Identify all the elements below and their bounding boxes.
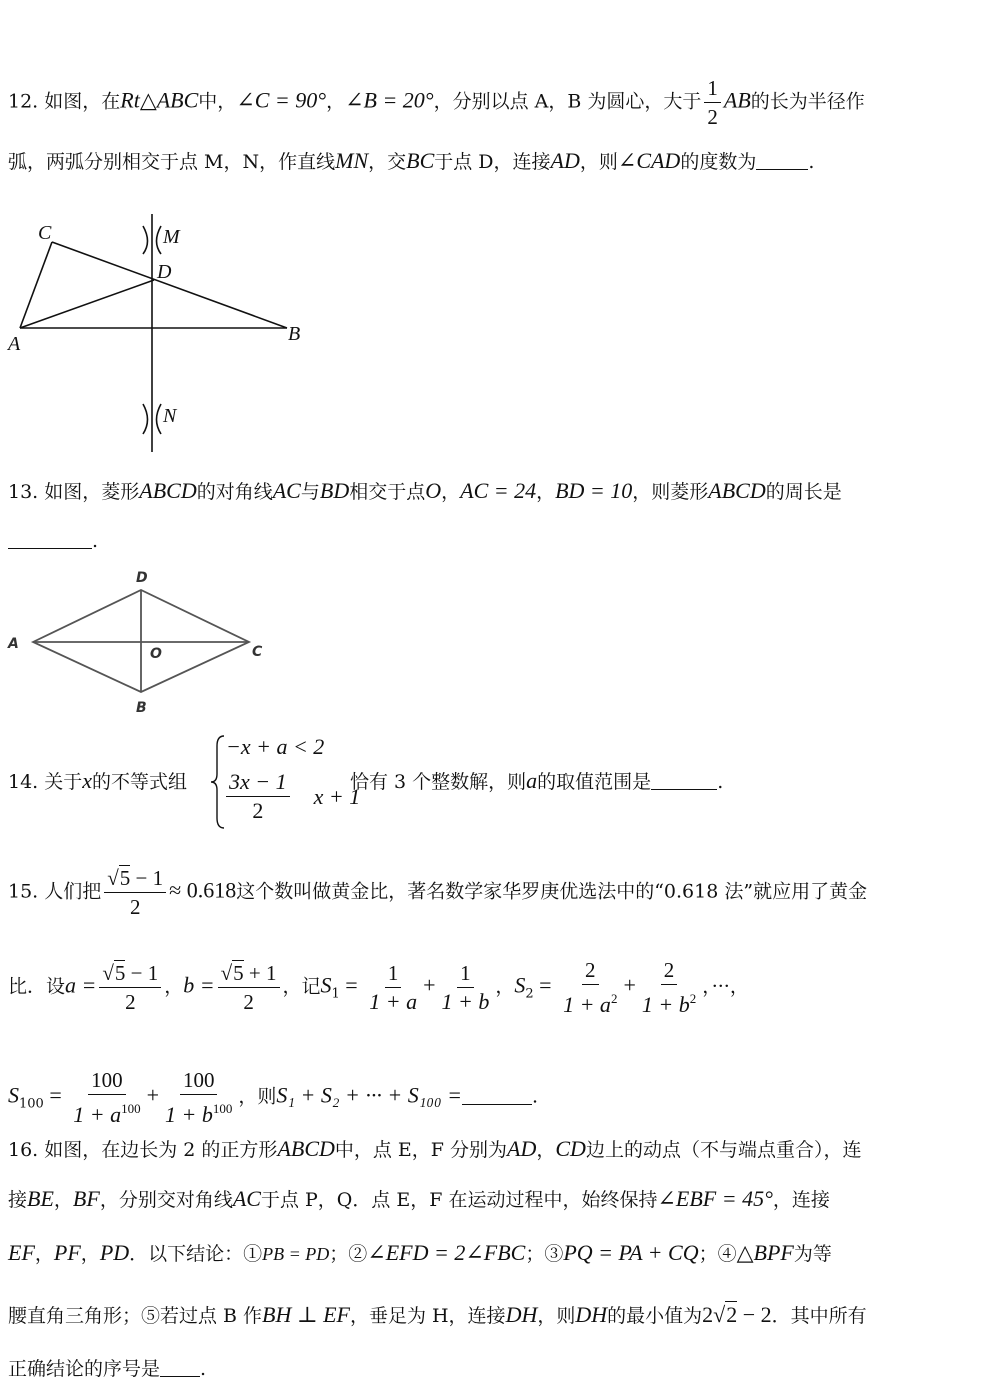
q12-arc-n-left	[143, 404, 148, 434]
q13-label-b: B	[136, 700, 147, 716]
q12-answer-blank	[756, 151, 808, 170]
q15-s1-term-a: $\frac{1}{1 + a}$	[369, 961, 418, 1014]
q16-min-value: 2√2 − 2	[702, 1302, 772, 1327]
q16-line-2: 接BE，BF，分别交对角线AC于点 P，Q．点 E，F 在运动过程中，始终保持∠EBF = 45°，连接	[8, 1186, 830, 1211]
q12-arc-m-right	[157, 226, 162, 254]
q15-b-fraction: $\frac{√5 + 1}{2}$	[218, 961, 280, 1014]
q13-line-2: .	[8, 528, 98, 554]
q13-label-c: C	[252, 644, 263, 660]
q13-line-1: 13. 如图，菱形ABCD的对角线AC与BD相交于点O，AC = 24，BD = 10，则菱形ABCD的周长是	[8, 478, 842, 503]
q14-inequality-2: $\frac{3x - 1}{2}$ x + 1	[226, 770, 360, 823]
q12-triangle-figure	[0, 212, 320, 457]
q14-inequality-1: −x + a < 2	[226, 734, 325, 759]
q16-line-1: 16. 如图，在边长为 2 的正方形ABCD中，点 E，F 分别为AD，CD边上的动点（不与端点重合），连	[8, 1136, 862, 1161]
q12-angle-b: ∠B = 20°	[345, 87, 434, 113]
q15-s2-term-b: $\frac{2}{1 + b^2}$	[641, 958, 697, 1017]
q12-label-a: A	[8, 333, 21, 355]
q15-line-2: 比．设a = $\frac{√5 - 1}{2}$ ，b = $\frac{√5 + 1}{2}$ ，记$S_1$ = $\frac{1}{1 + a}$ + $\frac{1}{1 + b}$ ，$S_2$ = $\frac{2}{1 + a^2}$ + $\frac{2}{1 + b^2}$ ，···，	[8, 958, 749, 1017]
q13-label-o: O	[150, 646, 162, 662]
q15-line-3: $S_{100}$ = $\frac{100}{1 + a^{100}}$ + $\frac{100}{1 + b^{100}}$ ，则S₁ + S₂ + ··· + S₁₀₀ = .	[8, 1068, 539, 1127]
q15-s1-term-b: $\frac{1}{1 + b}$	[441, 961, 490, 1014]
q12-half-fraction: $\frac{1}{2}$	[704, 76, 721, 129]
q12-rt-triangle: Rt△ABC	[120, 87, 199, 113]
q12-angle-c: ∠C = 90°	[236, 87, 327, 113]
q13-answer-blank	[8, 530, 92, 549]
q12-label-b: B	[288, 323, 301, 345]
q12-line-1: 12. 如图，在Rt△ABC中，∠C = 90°，∠B = 20°，分别以点 A，B 为圆心，大于 $\frac{1}{2}$ AB的长为半径作	[8, 76, 865, 129]
q12-line-2: 弧，两弧分别相交于点 M，N，作直线MN，交BC于点 D，连接AD，则∠CAD的度数为 .	[8, 148, 815, 173]
q13-label-d: D	[136, 570, 148, 586]
q15-s100-term-b: $\frac{100}{1 + b^{100}}$	[165, 1068, 233, 1127]
q14-fraction: $\frac{3x - 1}{2}$	[226, 770, 290, 823]
q12-segment-ad	[20, 280, 154, 328]
q14-system-brace	[208, 734, 228, 830]
q12-label-n: N	[163, 405, 177, 427]
q14-line-tail: 恰有 3 个整数解，则a的取值范围是 .	[350, 768, 724, 793]
q13-rhombus-figure	[0, 566, 280, 716]
q16-line-5: 正确结论的序号是 .	[8, 1358, 207, 1380]
q15-golden-ratio-fraction: $\frac{√5 - 1}{2}$	[104, 866, 166, 919]
q15-answer-blank	[462, 1086, 532, 1105]
q12-label-d: D	[157, 261, 172, 283]
q16-answer-blank	[160, 1358, 200, 1377]
q16-line-3: EF，PF，PD．以下结论：①PB = PD；②∠EFD = 2∠FBC；③PQ = PA + CQ；④△BPF为等	[8, 1240, 832, 1265]
q15-line-1: 15. 人们把 $\frac{√5 - 1}{2}$ ≈ 0.618这个数叫做黄金比，著名数学家华罗庚优选法中的“0.618 法”就应用了黄金	[8, 866, 868, 919]
q15-a-fraction: $\frac{√5 - 1}{2}$	[99, 961, 161, 1014]
q14-answer-blank	[651, 771, 717, 790]
q12-arc-m-left	[143, 226, 148, 254]
q12-segment-cb	[52, 242, 287, 328]
q14-line: 14. 关于x的不等式组	[8, 768, 188, 793]
q12-arc-n-right	[157, 404, 162, 434]
q12-segment-ac	[20, 242, 52, 328]
q15-s100-term-a: $\frac{100}{1 + a^{100}}$	[73, 1068, 141, 1127]
q13-label-a: A	[8, 636, 19, 652]
q12-label-m: M	[163, 226, 180, 248]
q15-s2-term-a: $\frac{2}{1 + a^2}$	[563, 958, 618, 1017]
q16-line-4: 腰直角三角形；⑤若过点 B 作BH ⊥ EF，垂足为 H，连接DH，则DH的最小值为2√2 − 2．其中所有	[8, 1302, 867, 1327]
q12-label-c: C	[38, 222, 52, 244]
